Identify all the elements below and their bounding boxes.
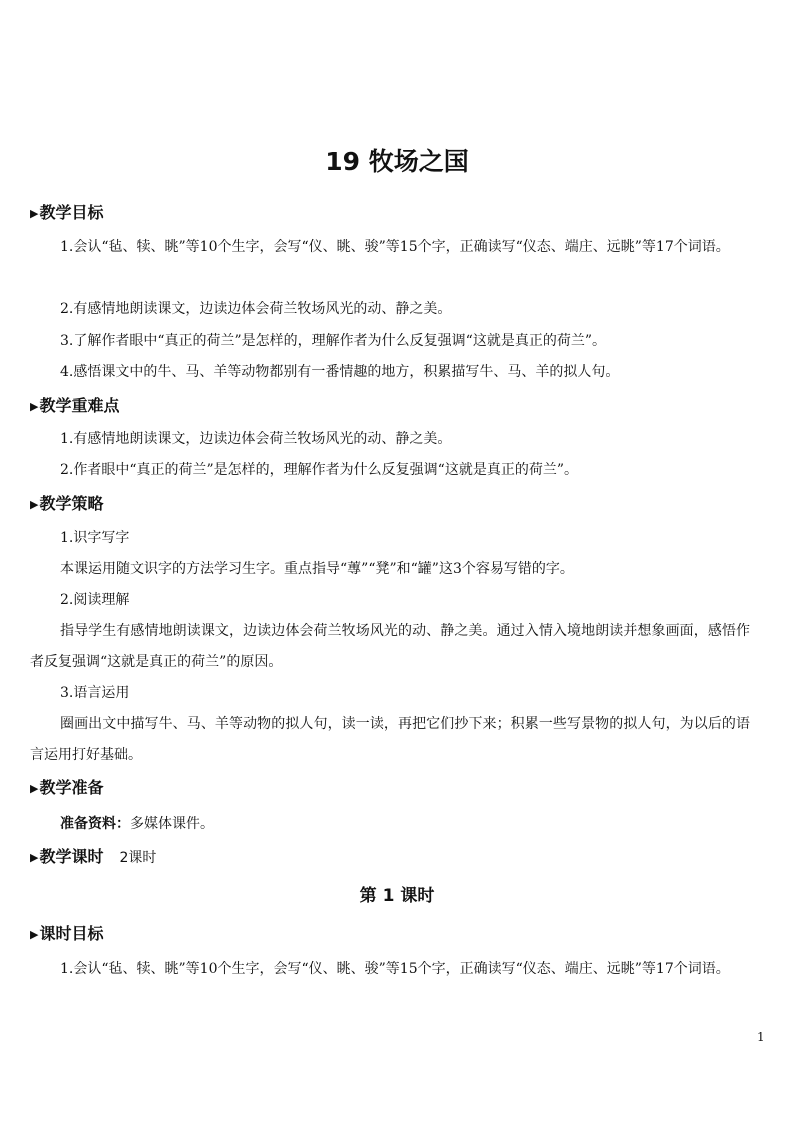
triangle-bullet-icon: ▶ (30, 928, 39, 941)
page-title: 19 牧场之国 (325, 147, 469, 176)
section-heading-label: 教学策略 (39, 494, 104, 513)
key-point-item: 2.作者眼中“真正的荷兰”是怎样的，理解作者为什么反复强调“这就是真正的荷兰”。 (60, 462, 578, 478)
section-heading-label: 教学重难点 (39, 396, 120, 415)
preparation-line (60, 814, 214, 834)
preparation-text: 多媒体课件。 (130, 816, 214, 832)
section-heading-label: 课时目标 (39, 924, 104, 943)
goal-item: 2.有感情地朗读课文，边读边体会荷兰牧场风光的动、静之美。 (60, 301, 452, 317)
strategy-text: 圈画出文中描写牛、马、羊等动物的拟人句，读一读，再把它们抄下来；积累一些写景物的拟人句，为以后的语言运用打好基础。 (30, 716, 750, 763)
key-point-item: 1.有感情地朗读课文，边读边体会荷兰牧场风光的动、静之美。 (60, 431, 452, 447)
triangle-bullet-icon: ▶ (30, 782, 39, 795)
strategy-text: 指导学生有感情地朗读课文，边读边体会荷兰牧场风光的动、静之美。通过入情入境地朗读并想象画面，感悟作者反复强调“这就是真正的荷兰”的原因。 (30, 623, 750, 670)
lesson-title: 第 1 课时 (359, 886, 435, 906)
strategy-subtitle: 3.语言运用 (60, 685, 130, 701)
section-heading-label: 教学准备 (39, 778, 104, 797)
triangle-bullet-icon: ▶ (30, 498, 39, 511)
triangle-bullet-icon: ▶ (30, 207, 39, 220)
section-heading-goals (30, 202, 103, 225)
lesson-goal-item: 1.会认“毡、犊、眺”等10个生字，会写“仪、眺、骏”等15个字，正确读写“仪态、端庄、远眺”等17个词语。 (60, 961, 730, 977)
strategy-text: 本课运用随文识字的方法学习生字。重点指导“蓴”“凳”和“罐”这3个容易写错的字。 (60, 561, 574, 577)
triangle-bullet-icon: ▶ (30, 400, 39, 413)
section-heading-periods (30, 846, 156, 869)
section-heading-key-points (30, 395, 119, 418)
section-heading-lesson-goals (30, 923, 103, 946)
goal-item: 3.了解作者眼中“真正的荷兰”是怎样的，理解作者为什么反复强调“这就是真正的荷兰”。 (60, 333, 606, 349)
section-heading-preparation (30, 777, 103, 800)
section-heading-label: 教学课时 (39, 847, 104, 866)
preparation-label: 准备资料： (60, 816, 130, 832)
goal-item: 4.感悟课文中的牛、马、羊等动物都别有一番情趣的地方，积累描写牛、马、羊的拟人句。 (60, 364, 620, 380)
section-heading-strategy (30, 493, 103, 516)
triangle-bullet-icon: ▶ (30, 851, 39, 864)
periods-value: 2课时 (119, 850, 157, 866)
strategy-subtitle: 2.阅读理解 (60, 592, 130, 608)
strategy-subtitle: 1.识字写字 (60, 530, 130, 546)
section-heading-label: 教学目标 (39, 203, 104, 222)
goal-item: 1.会认“毡、犊、眺”等10个生字，会写“仪、眺、骏”等15个字，正确读写“仪态、端庄、远眺”等17个词语。 (60, 239, 730, 255)
page-number: 1 (757, 1030, 765, 1044)
